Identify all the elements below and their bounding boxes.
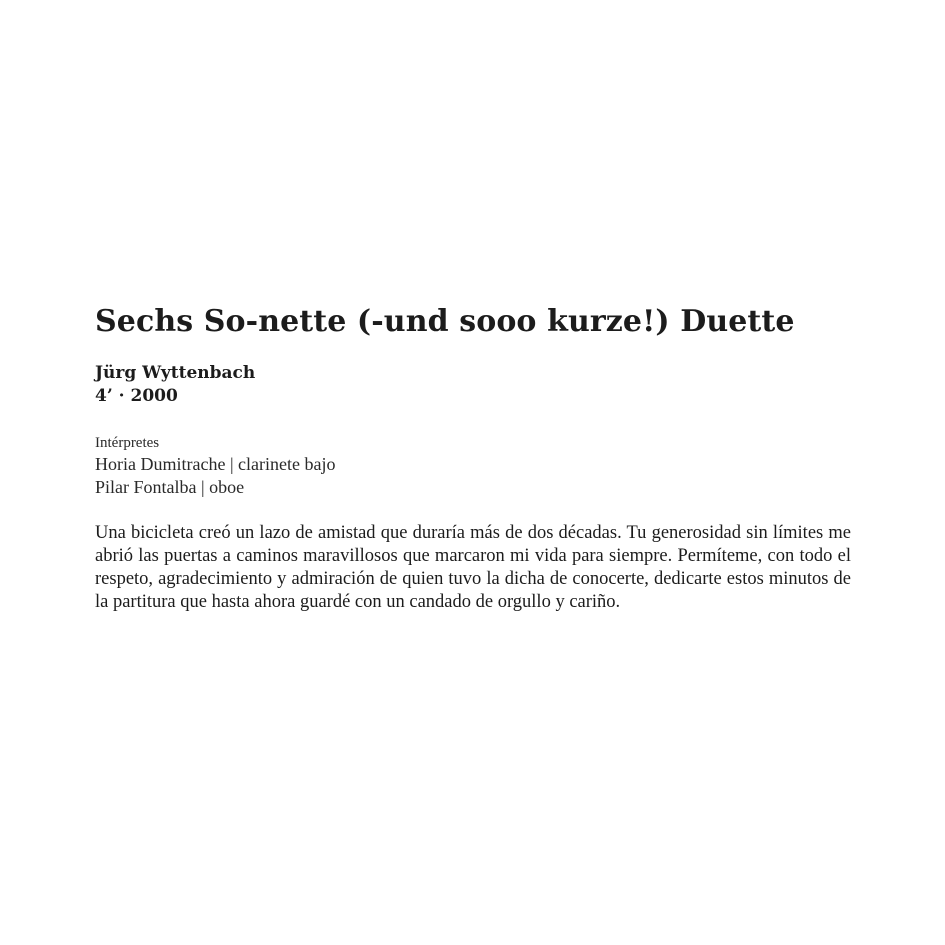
performer-item: Horia Dumitrache | clarinete bajo — [95, 454, 336, 474]
program-note — [95, 300, 851, 633]
performers-label: Intérpretes — [95, 435, 160, 451]
performers-section — [95, 433, 851, 499]
duration-year: 4’ · 2000 — [95, 386, 178, 406]
work-meta — [95, 362, 851, 408]
work-title: Sechs So-nette (-und sooo kurze!) Duette — [95, 304, 795, 339]
performer-item: Pilar Fontalba | oboe — [95, 477, 245, 497]
composer-name: Jürg Wyttenbach — [95, 363, 256, 383]
description-paragraph: Una bicicleta creó un lazo de amistad que duraría más de dos décadas. Tu generosidad sin límites me abrió las puertas a caminos maravillosos que marcaron mi vida para siempre. Permíteme, con todo el respeto, agradecimiento y admiración de quien tuvo la dicha de conocerte, dedicarte estos minutos de la partitura que hasta ahora guardé con un candado de orgullo y cariño. — [95, 523, 851, 612]
